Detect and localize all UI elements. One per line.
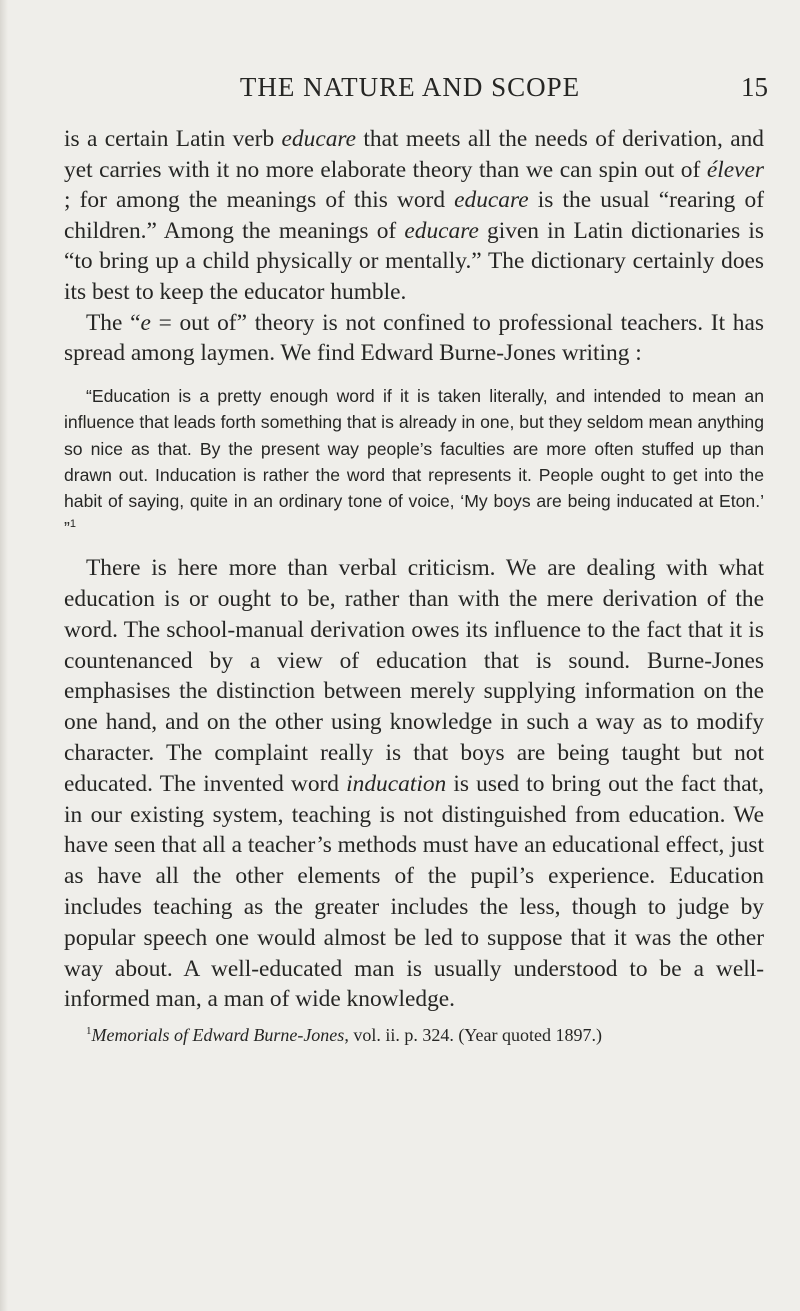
italic-word-educare: educare bbox=[404, 217, 479, 244]
page-header bbox=[52, 72, 768, 112]
text-run: given in Latin dictionaries is “to bring up a child physically or mentally.” The dictionary certainly does its best to keep the educator humble. bbox=[64, 217, 764, 305]
footnote-title: Memorials of Edward Burne-Jones bbox=[91, 1025, 345, 1046]
text-run: The “ bbox=[86, 309, 141, 336]
italic-word-inducation: inducation bbox=[346, 770, 447, 797]
text-run: is used to bring out the fact that, in our existing system, teaching is not distinguished from education. We have seen that all a teacher’s methods must have an educational effect, just as have all the other elements of the pupil’s experience. Education includes teaching as the greater includes the less, though to judge by popular speech one would almost be led to suppose that it was the other way about. A well-educated man is usually understood to be a well-informed man, a man of wide knowledge. bbox=[64, 770, 764, 1013]
paragraph-continued bbox=[64, 124, 764, 308]
body-text bbox=[64, 124, 764, 1047]
paragraph-verbal-criticism bbox=[64, 553, 764, 1015]
text-run: is a certain Latin verb bbox=[64, 126, 282, 152]
footnote-marker: 1 bbox=[69, 517, 76, 530]
running-head: THE NATURE AND SCOPE bbox=[239, 72, 581, 102]
quote-text: “Education is a pretty enough word if it is taken literally, and intended to mean an influence that leads forth something that is already in one, but they seldom mean anything so nice as that. By the present way people’s faculties are more often stuffed up than drawn out. Inducation is rather the word that represents it. People ought to get into the habit of saying, quite in an ordinary tone of voice, ‘My boys are being inducated at Eton.’ ” bbox=[64, 385, 764, 538]
text-run: ; for among the meanings of this word bbox=[64, 187, 455, 214]
italic-word-educare: educare bbox=[454, 187, 529, 214]
footnote bbox=[64, 1023, 764, 1047]
footnote-text: , vol. ii. p. 324. (Year quoted 1897.) bbox=[344, 1025, 602, 1046]
italic-word-educare: educare bbox=[281, 126, 357, 152]
page-number: 15 bbox=[741, 72, 768, 102]
page-edge bbox=[0, 0, 8, 1311]
text-run: is the usual “rearing of children.” Among the meanings of bbox=[64, 187, 764, 244]
italic-word-elever: élever bbox=[706, 156, 764, 183]
text-run: that meets all the needs of derivation, and yet carries with it no more elaborate theory than we can spin out of bbox=[64, 126, 765, 183]
italic-letter-e: e bbox=[140, 309, 151, 336]
text-run: = out of” theory is not confined to professional teachers. It has spread among laymen. We find Edward Burne-Jones writing : bbox=[64, 309, 764, 367]
footnote-number: 1 bbox=[86, 1025, 92, 1038]
text-run: There is here more than verbal criticism. We are dealing with what education is or ought to be, rather than with the mere derivation of the word. The school-manual derivation owes its influence to the fact that it is countenanced by a view of education that is sound. Burne-Jones emphasises the distinction between merely supplying information on the one hand, and on the other using knowledge in such a way as to modify character. The complaint really is that boys are being taught but not educated. The invented word bbox=[64, 555, 764, 797]
block-quote bbox=[64, 383, 764, 541]
paragraph-burne-jones-intro bbox=[64, 308, 764, 369]
